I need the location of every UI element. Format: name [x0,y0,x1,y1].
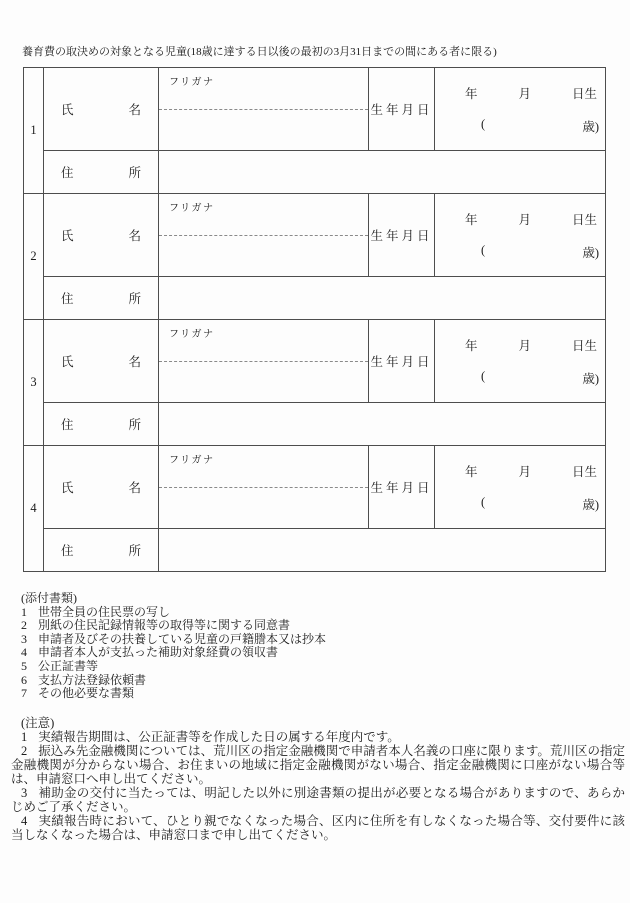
month-label: 月 [518,464,531,479]
note-item [11,814,625,842]
note-number: 4 [21,813,28,828]
attachment-number: 6 [21,672,27,687]
attachment-text: 支払方法登録依頼書 [38,672,147,687]
name-label: 氏 [61,103,74,117]
birthdate-cell [435,68,606,151]
birthdate-cell [435,446,606,529]
month-label: 月 [518,338,531,353]
attachment-text: 申請者及びその扶養している児童の戸籍謄本又は抄本 [38,631,327,646]
attachment-number: 2 [21,618,27,633]
attachment-number: 1 [21,604,27,619]
furigana-name-cell [159,194,369,277]
table-row [24,151,606,194]
note-number: 1 [21,729,28,744]
address-label: 所 [128,544,141,558]
note-text: 振込み先金融機関については、荒川区の指定金融機関で申請者本人名義の口座に限ります。荒川区の指定金融機関が分からない場合、お住まいの地域に指定金融機関がない場合、指定金融機関に口座がない場合等は、申請窓口へ申し出てください。 [11,743,625,786]
notes-section [11,716,625,842]
attachments-heading: (添付書類) [21,591,77,605]
note-item [11,730,625,744]
address-label: 所 [128,166,141,180]
age-label: 歳) [582,371,599,386]
age-label: 歳) [582,119,599,134]
day-born-label: 日生 [571,338,597,353]
attachment-number: 3 [21,631,27,646]
birthdate-label: 生年月日 [369,68,435,151]
address-value-cell [159,529,606,572]
attachment-number: 7 [21,686,27,701]
furigana-separator [159,487,368,488]
note-number: 3 [21,785,28,800]
attachment-item [21,619,630,633]
attachment-text: 申請者本人が支払った補助対象経費の領収書 [38,645,279,660]
address-value-cell [159,151,606,194]
notes-heading: (注意) [21,715,55,730]
note-item [11,744,625,786]
furigana-name-cell [159,446,369,529]
name-label-cell [44,68,159,151]
birthdate-label: 生年月日 [369,446,435,529]
child-number: 3 [24,320,44,446]
note-text: 実績報告期間は、公正証書等を作成した日の属する年度内です。 [38,729,400,744]
year-label: 年 [465,86,478,101]
address-label: 住 [61,418,74,432]
table-row [24,194,606,277]
address-label: 住 [61,166,74,180]
furigana-label: フリガナ [169,329,215,340]
age-paren-open: ( [481,494,486,509]
name-label: 名 [128,229,141,243]
name-label: 氏 [61,355,74,369]
address-label: 住 [61,544,74,558]
birthdate-label: 生年月日 [369,320,435,403]
child-number: 4 [24,446,44,572]
birthdate-label: 生年月日 [369,194,435,277]
address-label-cell [44,151,159,194]
address-label: 所 [128,418,141,432]
name-label: 氏 [61,229,74,243]
furigana-label: フリガナ [169,455,215,466]
year-label: 年 [465,464,478,479]
address-label: 住 [61,292,74,306]
name-label: 名 [128,103,141,117]
note-text: 実績報告時において、ひとり親でなくなった場合、区内に住所を有しなくなった場合等、交付要件に該当しなくなった場合は、申請窓口まで申し出てください。 [11,813,625,842]
attachment-number: 4 [21,645,27,660]
address-label-cell [44,277,159,320]
month-label: 月 [518,212,531,227]
name-label: 名 [128,481,141,495]
page-title: 養育費の取決めの対象となる児童(18歳に達する日以後の最初の3月31日までの間にある者に限る) [22,46,497,58]
month-label: 月 [518,86,531,101]
child-number: 2 [24,194,44,320]
year-label: 年 [465,212,478,227]
name-label-cell [44,446,159,529]
birthdate-cell [435,320,606,403]
furigana-name-cell [159,68,369,151]
table-row [24,529,606,572]
name-label-cell [44,194,159,277]
children-table [23,67,606,572]
attachment-item [21,687,630,701]
year-label: 年 [465,338,478,353]
furigana-label: フリガナ [169,203,215,214]
address-label-cell [44,403,159,446]
attachment-item [21,646,630,660]
name-label-cell [44,320,159,403]
address-value-cell [159,403,606,446]
attachment-text: 別紙の住民記録情報等の取得等に関する同意書 [38,618,291,633]
age-paren-open: ( [481,242,486,257]
day-born-label: 日生 [571,212,597,227]
table-row [24,277,606,320]
note-number: 2 [21,743,28,758]
child-number: 1 [24,68,44,194]
age-paren-open: ( [481,368,486,383]
age-label: 歳) [582,245,599,260]
attachments-section [21,592,630,701]
address-value-cell [159,277,606,320]
furigana-separator [159,235,368,236]
furigana-separator [159,109,368,110]
age-label: 歳) [582,497,599,512]
table-row [24,446,606,529]
note-item [11,786,625,814]
address-label-cell [44,529,159,572]
note-text: 補助金の交付に当たっては、明記した以外に別途書類の提出が必要となる場合がありますので、あらかじめご了承ください。 [11,785,625,814]
name-label: 氏 [61,481,74,495]
day-born-label: 日生 [571,86,597,101]
day-born-label: 日生 [571,464,597,479]
address-label: 所 [128,292,141,306]
table-row [24,68,606,151]
attachment-text: その他必要な書類 [38,686,135,701]
attachment-item [21,660,630,674]
name-label: 名 [128,355,141,369]
age-paren-open: ( [481,116,486,131]
table-row [24,403,606,446]
attachment-number: 5 [21,658,27,673]
attachment-text: 世帯全員の住民票の写し [38,604,171,619]
furigana-separator [159,361,368,362]
attachment-text: 公正証書等 [38,658,99,673]
birthdate-cell [435,194,606,277]
furigana-name-cell [159,320,369,403]
furigana-label: フリガナ [169,77,215,88]
table-row [24,320,606,403]
